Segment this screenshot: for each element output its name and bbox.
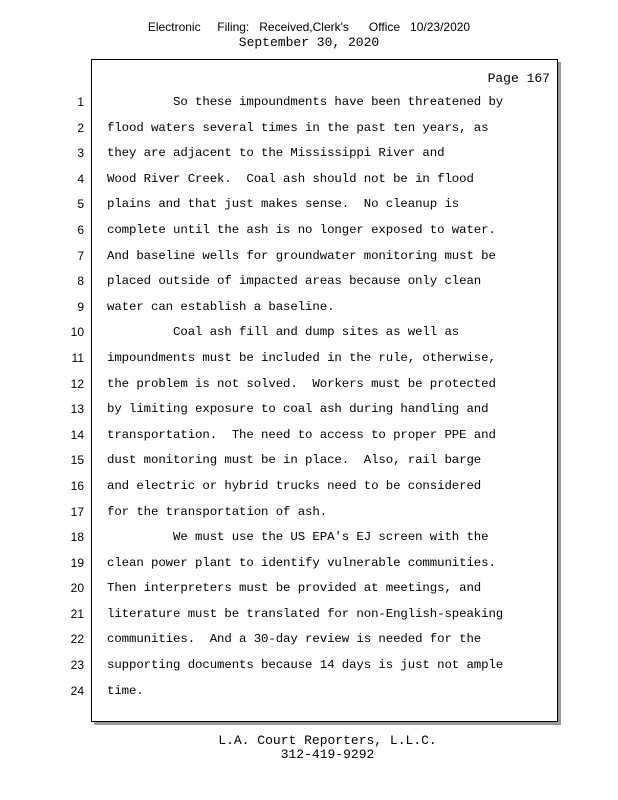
line-number: 14	[70, 427, 84, 442]
transcript-line: water can establish a baseline.	[107, 299, 335, 314]
transcript-line: clean power plant to identify vulnerable communities.	[107, 555, 496, 570]
transcript-line: flood waters several times in the past ten years, as	[107, 120, 489, 135]
transcript-line: Wood River Creek. Coal ash should not be in flood	[107, 171, 474, 186]
line-number: 23	[70, 658, 84, 673]
page-number: Page 167	[487, 71, 550, 86]
footer-company: L.A. Court Reporters, L.L.C.	[218, 733, 437, 748]
line-number: 1	[77, 95, 84, 109]
line-number: 7	[77, 248, 84, 263]
line-number: 13	[70, 402, 84, 417]
line-number: 9	[77, 299, 84, 314]
transcript-line: impoundments must be included in the rule, otherwise,	[107, 350, 496, 365]
transcript-line: by limiting exposure to coal ash during handling and	[107, 402, 489, 417]
line-number: 15	[70, 453, 84, 468]
line-number: 8	[77, 274, 84, 289]
transcript-line: communities. And a 30-day review is needed for the	[107, 632, 482, 647]
transcript-line: time.	[107, 683, 144, 698]
line-number: 3	[77, 146, 84, 161]
transcript-line: complete until the ash is no longer exposed to water.	[107, 222, 496, 237]
line-number-column	[0, 90, 84, 704]
transcript-date: September 30, 2020	[238, 35, 380, 50]
transcript-line: supporting documents because 14 days is just not ample	[107, 658, 504, 673]
line-number: 22	[70, 632, 84, 647]
line-number: 21	[70, 606, 84, 621]
transcript-line: literature must be translated for non-English-speaking	[107, 606, 504, 621]
line-number: 5	[77, 197, 84, 212]
transcript-line: they are adjacent to the Mississippi River and	[107, 146, 445, 161]
transcript-line: Then interpreters must be provided at meetings, and	[107, 581, 482, 596]
transcript-line: for the transportation of ash.	[107, 504, 328, 519]
transcript-line: Coal ash fill and dump sites as well as	[107, 325, 460, 340]
transcript-line: So these impoundments have been threatened by	[107, 95, 504, 109]
line-number: 24	[70, 683, 84, 698]
transcript-line: dust monitoring must be in place. Also, rail barge	[107, 453, 482, 468]
transcript-line: plains and that just makes sense. No cleanup is	[107, 197, 460, 212]
transcript-line: And baseline wells for groundwater monitoring must be	[107, 248, 496, 263]
transcript-line: the problem is not solved. Workers must be protected	[107, 376, 496, 391]
line-number: 10	[70, 325, 84, 340]
line-number: 18	[70, 530, 84, 545]
transcript-text	[107, 90, 547, 704]
line-number: 6	[77, 222, 84, 237]
line-number: 12	[70, 376, 84, 391]
line-number: 19	[70, 555, 84, 570]
transcript-line: and electric or hybrid trucks need to be considered	[107, 478, 482, 493]
footer-phone: 312-419-9292	[280, 747, 375, 762]
transcript-line: placed outside of impacted areas because only clean	[107, 274, 482, 289]
line-number: 2	[77, 120, 84, 135]
line-number: 4	[77, 171, 84, 186]
filing-stamp: Electronic Filing: Received,Clerk's Office 10/23/2020	[147, 20, 471, 34]
transcript-line: We must use the US EPA's EJ screen with the	[107, 530, 489, 545]
line-number: 16	[70, 478, 84, 493]
line-number: 20	[70, 581, 84, 596]
transcript-line: transportation. The need to access to proper PPE and	[107, 427, 496, 442]
line-number: 17	[70, 504, 84, 519]
line-number: 11	[71, 350, 84, 365]
